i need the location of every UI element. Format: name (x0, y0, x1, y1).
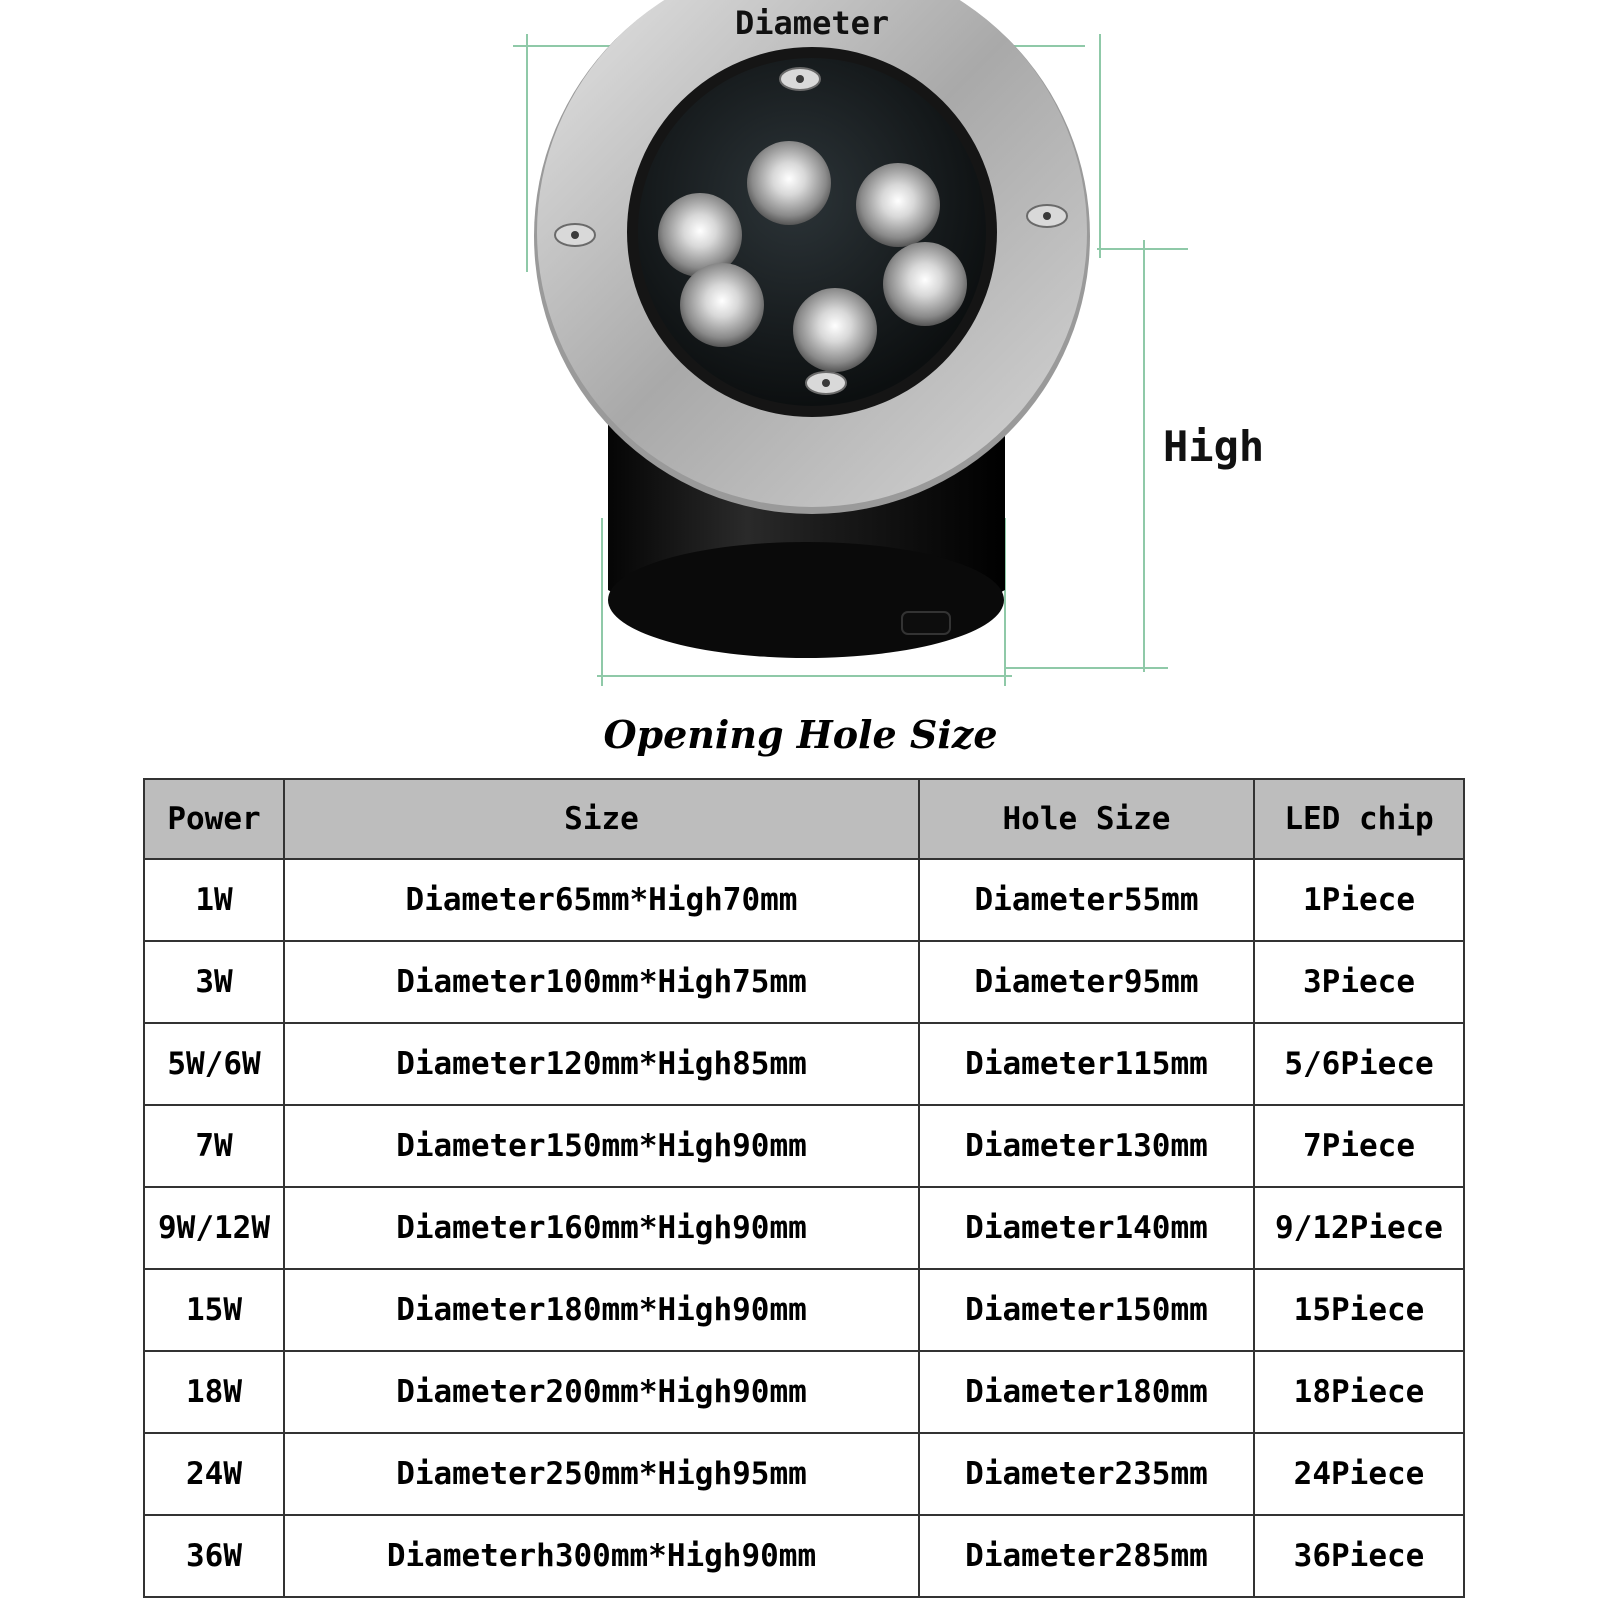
header-hole-size: Hole Size (919, 779, 1254, 859)
cell-hole-size: Diameter130mm (919, 1105, 1254, 1187)
table-row (144, 1023, 1464, 1105)
header-size: Size (284, 779, 919, 859)
cell-power: 3W (144, 941, 284, 1023)
cell-led-chip: 15Piece (1254, 1269, 1464, 1351)
cell-power: 18W (144, 1351, 284, 1433)
table-header-row (144, 779, 1464, 859)
diameter-label: Diameter (735, 4, 890, 42)
cell-size: Diameterh300mm*High90mm (284, 1515, 919, 1597)
cell-hole-size: Diameter140mm (919, 1187, 1254, 1269)
table-row (144, 1105, 1464, 1187)
cell-size: Diameter65mm*High70mm (284, 859, 919, 941)
cell-hole-size: Diameter150mm (919, 1269, 1254, 1351)
cell-power: 15W (144, 1269, 284, 1351)
cell-power: 1W (144, 859, 284, 941)
spec-table (143, 778, 1465, 1598)
cell-size: Diameter120mm*High85mm (284, 1023, 919, 1105)
table-row (144, 1187, 1464, 1269)
product-figure (0, 0, 1601, 700)
cell-led-chip: 9/12Piece (1254, 1187, 1464, 1269)
page-title: Opening Hole Size (603, 712, 998, 757)
cell-power: 9W/12W (144, 1187, 284, 1269)
header-power: Power (144, 779, 284, 859)
cell-power: 24W (144, 1433, 284, 1515)
cell-size: Diameter250mm*High95mm (284, 1433, 919, 1515)
cell-led-chip: 18Piece (1254, 1351, 1464, 1433)
table-row (144, 1351, 1464, 1433)
table-row (144, 1515, 1464, 1597)
cell-hole-size: Diameter55mm (919, 859, 1254, 941)
header-led-chip: LED chip (1254, 779, 1464, 859)
cell-size: Diameter100mm*High75mm (284, 941, 919, 1023)
table-row (144, 1269, 1464, 1351)
cell-led-chip: 5/6Piece (1254, 1023, 1464, 1105)
cell-led-chip: 36Piece (1254, 1515, 1464, 1597)
table-row (144, 941, 1464, 1023)
cell-hole-size: Diameter235mm (919, 1433, 1254, 1515)
cell-power: 7W (144, 1105, 284, 1187)
cell-hole-size: Diameter115mm (919, 1023, 1254, 1105)
cell-hole-size: Diameter285mm (919, 1515, 1254, 1597)
cell-power: 5W/6W (144, 1023, 284, 1105)
table-row (144, 859, 1464, 941)
cell-hole-size: Diameter95mm (919, 941, 1254, 1023)
cell-led-chip: 24Piece (1254, 1433, 1464, 1515)
high-label: High (1163, 422, 1265, 471)
cell-hole-size: Diameter180mm (919, 1351, 1254, 1433)
cell-size: Diameter150mm*High90mm (284, 1105, 919, 1187)
cell-size: Diameter180mm*High90mm (284, 1269, 919, 1351)
cell-size: Diameter160mm*High90mm (284, 1187, 919, 1269)
led-light-illustration (0, 0, 1601, 700)
cell-power: 36W (144, 1515, 284, 1597)
cell-led-chip: 3Piece (1254, 941, 1464, 1023)
cell-size: Diameter200mm*High90mm (284, 1351, 919, 1433)
table-body (144, 859, 1464, 1597)
cell-led-chip: 1Piece (1254, 859, 1464, 941)
table-row (144, 1433, 1464, 1515)
cell-led-chip: 7Piece (1254, 1105, 1464, 1187)
